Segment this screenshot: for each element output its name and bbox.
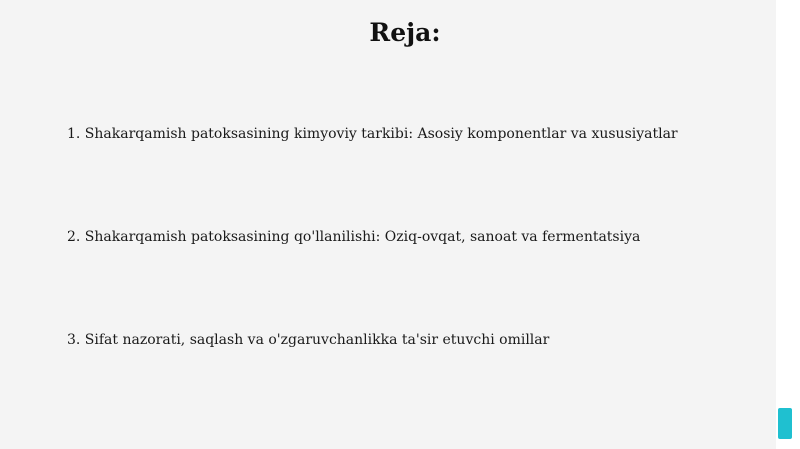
plan-item-1: 1. Shakarqamish patoksasining kimyoviy tarkibi: Asosiy komponentlar va xususiyatlar <box>67 126 678 142</box>
slide-title: Reja: <box>369 18 441 47</box>
plan-item-2: 2. Shakarqamish patoksasining qo'llanilishi: Oziq-ovqat, sanoat va fermentatsiya <box>67 229 641 245</box>
scrollbar-track[interactable] <box>776 0 800 449</box>
scrollbar-thumb[interactable] <box>778 408 792 439</box>
plan-item-3: 3. Sifat nazorati, saqlash va o'zgaruvchanlikka ta'sir etuvchi omillar <box>67 332 550 348</box>
